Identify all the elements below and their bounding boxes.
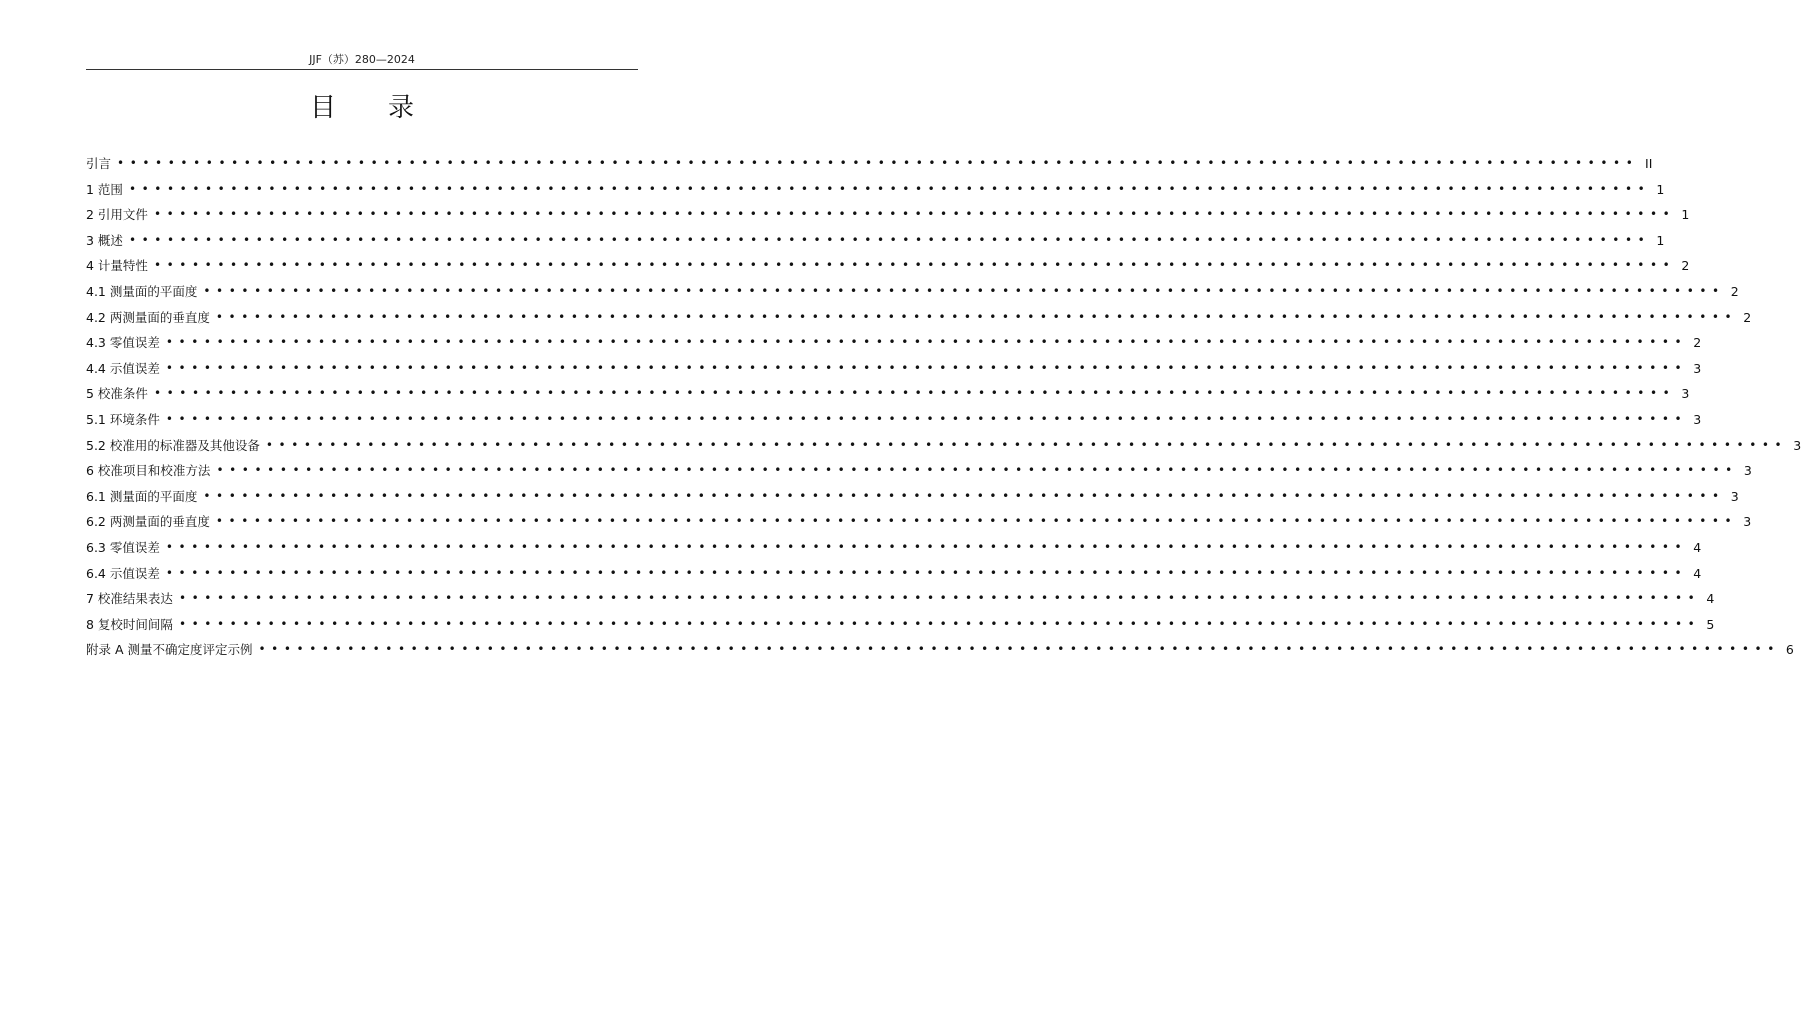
toc-entry-label: 6.1 测量面的平面度 bbox=[86, 488, 198, 504]
toc-entry[interactable] bbox=[86, 305, 1752, 331]
toc-entry-label: 4.1 测量面的平面度 bbox=[86, 283, 198, 299]
toc-entry[interactable] bbox=[86, 509, 1752, 535]
toc-entry-label: 6.3 零值误差 bbox=[86, 539, 160, 555]
dot-leader: •••••••••••••••••••••••••••••••••••••••••••••••••••••••••••••••••••••••••••••••••••••••••••••••••••••••••••••••••••••••• bbox=[165, 411, 1688, 426]
dot-leader: •••••••••••••••••••••••••••••••••••••••••••••••••••••••••••••••••••••••••••••••••••••••••••••••••••••••••••••••••••••••• bbox=[178, 616, 1701, 631]
toc-entry-label: 2 引用文件 bbox=[86, 207, 148, 223]
toc-entry-page-number: 3 bbox=[1681, 386, 1690, 402]
toc-entry-label: 附录 A 测量不确定度评定示例 bbox=[86, 642, 253, 658]
toc-entry-label: 5 校准条件 bbox=[86, 386, 148, 402]
running-header: JJF（苏）280—2024 bbox=[309, 53, 415, 66]
toc-entry-page-number: 5 bbox=[1706, 616, 1715, 632]
dot-leader: •••••••••••••••••••••••••••••••••••••••••••••••••••••••••••••••••••••••••••••••••••••••••••••••••••••••••••••••••••••••• bbox=[165, 565, 1688, 580]
toc-entry-page-number: 3 bbox=[1693, 360, 1702, 376]
dot-leader: •••••••••••••••••••••••••••••••••••••••••••••••••••••••••••••••••••••••••••••••••••••••••••••••••••••••••••••••••••••••• bbox=[215, 514, 1738, 529]
toc-entry-page-number: 1 bbox=[1681, 207, 1690, 223]
toc-entry-page-number: 2 bbox=[1743, 309, 1752, 325]
toc-entry-page-number: II bbox=[1645, 156, 1653, 171]
dot-leader: •••••••••••••••••••••••••••••••••••••••••••••••••••••••••••••••••••••••••••••••••••••••••••••••••••••••••••••••••••••••• bbox=[128, 232, 1651, 247]
toc-entry-page-number: 2 bbox=[1681, 258, 1690, 274]
toc-entry[interactable] bbox=[86, 202, 1690, 228]
dot-leader: •••••••••••••••••••••••••••••••••••••••••••••••••••••••••••••••••••••••••••••••••••••••••••••••••••••••••••••••••••••••• bbox=[165, 335, 1688, 350]
toc-entry[interactable] bbox=[86, 177, 1665, 203]
toc-entry-page-number: 1 bbox=[1656, 232, 1665, 248]
toc-entry-page-number: 4 bbox=[1706, 591, 1715, 607]
toc-entry-page-number: 6 bbox=[1785, 642, 1794, 658]
toc-entry-label: 6 校准项目和校准方法 bbox=[86, 463, 211, 479]
toc-entry-page-number: 4 bbox=[1693, 565, 1702, 581]
toc-entry[interactable] bbox=[86, 407, 1702, 433]
toc-entry[interactable] bbox=[86, 586, 1715, 612]
toc-entry[interactable] bbox=[86, 561, 1702, 587]
toc-entry-label: 8 复校时间间隔 bbox=[86, 616, 173, 632]
dot-leader: •••••••••••••••••••••••••••••••••••••••••••••••••••••••••••••••••••••••••••••••••••••••••••••••••••••••••••••••••••••••• bbox=[215, 309, 1738, 324]
toc-entry-page-number: 3 bbox=[1743, 463, 1752, 479]
dot-leader: •••••••••••••••••••••••••••••••••••••••••••••••••••••••••••••••••••••••••••••••••••••••••••••••••••••••••••••••••••••••• bbox=[117, 156, 1639, 170]
dot-leader: •••••••••••••••••••••••••••••••••••••••••••••••••••••••••••••••••••••••••••••••••••••••••••••••••••••••••••••••••••••••• bbox=[128, 181, 1651, 196]
toc-entry[interactable] bbox=[86, 151, 1653, 177]
dot-leader: •••••••••••••••••••••••••••••••••••••••••••••••••••••••••••••••••••••••••••••••••••••••••••••••••••••••••••••••••••••••• bbox=[216, 463, 1738, 478]
toc-entry-label: 1 范围 bbox=[86, 181, 123, 197]
toc-entry-page-number: 3 bbox=[1693, 411, 1702, 427]
toc-entry-label: 引言 bbox=[86, 156, 112, 171]
dot-leader: •••••••••••••••••••••••••••••••••••••••••••••••••••••••••••••••••••••••••••••••••••••••••••••••••••••••••••••••••••••••• bbox=[153, 386, 1676, 401]
dot-leader: •••••••••••••••••••••••••••••••••••••••••••••••••••••••••••••••••••••••••••••••••••••••••••••••••••••••••••••••••••••••• bbox=[203, 283, 1725, 298]
toc-entry[interactable] bbox=[86, 228, 1665, 254]
toc-entry-page-number: 4 bbox=[1693, 539, 1702, 555]
toc-entry[interactable] bbox=[86, 381, 1690, 407]
toc-entry[interactable] bbox=[86, 612, 1715, 638]
dot-leader: •••••••••••••••••••••••••••••••••••••••••••••••••••••••••••••••••••••••••••••••••••••••••••••••••••••••••••••••••••••••• bbox=[165, 539, 1688, 554]
toc-entry-page-number: 3 bbox=[1793, 437, 1801, 453]
toc-entry-label: 4.2 两测量面的垂直度 bbox=[86, 309, 210, 325]
table-of-contents bbox=[86, 151, 1801, 663]
dot-leader: •••••••••••••••••••••••••••••••••••••••••••••••••••••••••••••••••••••••••••••••••••••••••••••••••••••••••••••••••••••••• bbox=[153, 207, 1676, 222]
dot-leader: •••••••••••••••••••••••••••••••••••••••••••••••••••••••••••••••••••••••••••••••••••••••••••••••••••••••••••••••••••••••• bbox=[203, 488, 1725, 503]
toc-entry-page-number: 2 bbox=[1730, 283, 1739, 299]
toc-entry-label: 5.2 校准用的标准器及其他设备 bbox=[86, 437, 260, 453]
toc-entry[interactable] bbox=[86, 458, 1752, 484]
toc-entry-label: 6.4 示值误差 bbox=[86, 565, 160, 581]
toc-entry[interactable] bbox=[86, 535, 1702, 561]
page-title: 目录 bbox=[309, 93, 466, 123]
toc-entry[interactable] bbox=[86, 484, 1739, 510]
toc-entry[interactable] bbox=[86, 253, 1690, 279]
toc-entry-label: 6.2 两测量面的垂直度 bbox=[86, 514, 210, 530]
toc-entry[interactable] bbox=[86, 433, 1801, 459]
toc-entry[interactable] bbox=[86, 356, 1702, 382]
toc-entry[interactable] bbox=[86, 330, 1702, 356]
toc-entry-label: 3 概述 bbox=[86, 232, 123, 248]
dot-leader: •••••••••••••••••••••••••••••••••••••••••••••••••••••••••••••••••••••••••••••••••••••••••••••••••••••••••••••••••••••••• bbox=[265, 437, 1788, 452]
toc-entry-label: 5.1 环境条件 bbox=[86, 411, 160, 427]
dot-leader: •••••••••••••••••••••••••••••••••••••••••••••••••••••••••••••••••••••••••••••••••••••••••••••••••••••••••••••••••••••••• bbox=[165, 360, 1688, 375]
toc-entry-label: 4.3 零值误差 bbox=[86, 335, 160, 351]
toc-entry-page-number: 3 bbox=[1743, 514, 1752, 530]
dot-leader: •••••••••••••••••••••••••••••••••••••••••••••••••••••••••••••••••••••••••••••••••••••••••••••••••••••••••••••••••••••••• bbox=[153, 258, 1676, 273]
toc-entry-label: 7 校准结果表达 bbox=[86, 591, 173, 607]
toc-entry[interactable] bbox=[86, 637, 1794, 663]
dot-leader: •••••••••••••••••••••••••••••••••••••••••••••••••••••••••••••••••••••••••••••••••••••••••••••••••••••••••••••••••••••••• bbox=[258, 642, 1780, 657]
toc-entry-page-number: 1 bbox=[1656, 181, 1665, 197]
toc-entry-label: 4.4 示值误差 bbox=[86, 360, 160, 376]
toc-entry-label: 4 计量特性 bbox=[86, 258, 148, 274]
toc-entry-page-number: 3 bbox=[1730, 488, 1739, 504]
dot-leader: •••••••••••••••••••••••••••••••••••••••••••••••••••••••••••••••••••••••••••••••••••••••••••••••••••••••••••••••••••••••• bbox=[178, 591, 1701, 606]
toc-entry-page-number: 2 bbox=[1693, 335, 1702, 351]
header-divider bbox=[86, 69, 638, 70]
toc-entry[interactable] bbox=[86, 279, 1739, 305]
